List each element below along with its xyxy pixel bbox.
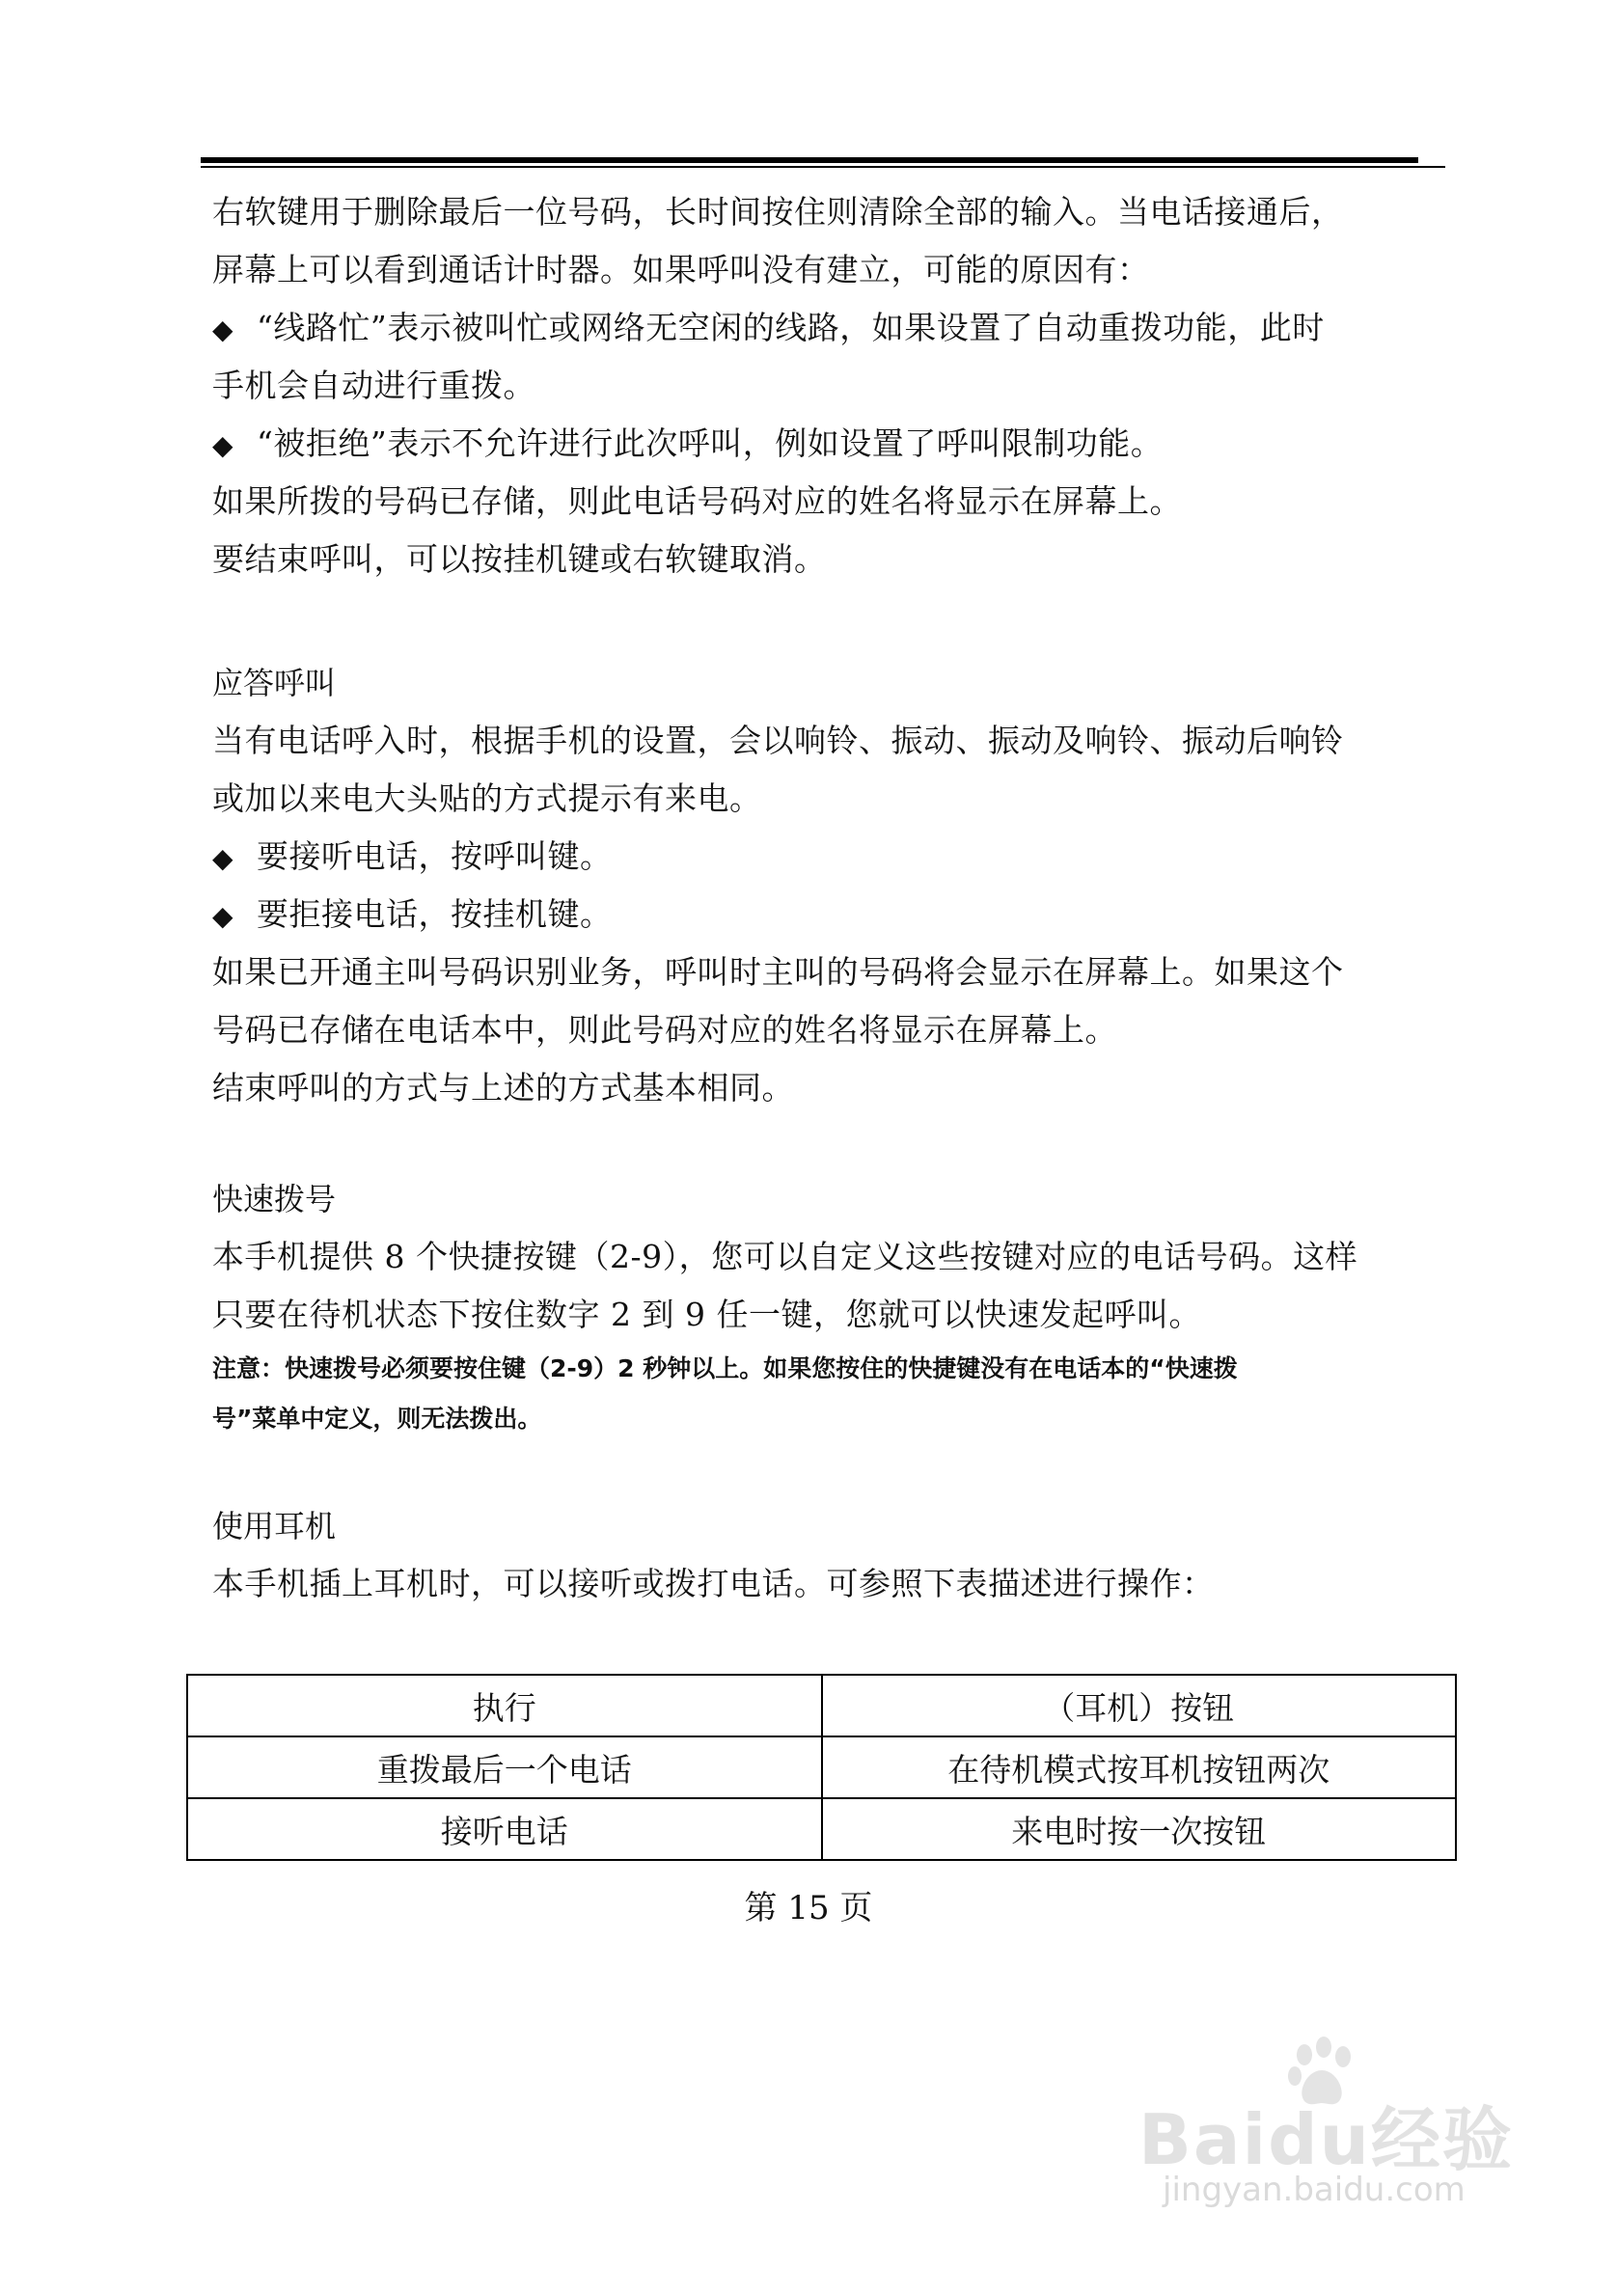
- para-line: 本手机插上耳机时，可以接听或拨打电话。可参照下表描述进行操作：: [212, 1565, 1215, 1602]
- note-line: 号”菜单中定义，则无法拨出。: [212, 1405, 542, 1433]
- table-cell: 来电时按一次按钮: [822, 1798, 1457, 1860]
- para-line: 屏幕上可以看到通话计时器。如果呼叫没有建立，可能的原因有：: [212, 251, 1150, 288]
- headset-operations-table: [186, 1674, 1457, 1861]
- section-heading-answer: 应答呼叫: [212, 665, 337, 701]
- table-row: [187, 1798, 1456, 1860]
- table-cell: 重拨最后一个电话: [187, 1736, 822, 1798]
- bullet-item: [212, 886, 1438, 943]
- note-line: 注意：快速拨号必须要按住键（2-9）2 秒钟以上。如果您按住的快捷键没有在电话本的“快速拨: [212, 1354, 1238, 1382]
- table-header-row: [187, 1675, 1456, 1736]
- table-header-cell: 执行: [187, 1675, 822, 1736]
- table-header-cell: （耳机）按钮: [822, 1675, 1457, 1736]
- table-cell: 接听电话: [187, 1798, 822, 1860]
- bullet-item: [212, 299, 1438, 357]
- para-line: 要结束呼叫，可以按挂机键或右软键取消。: [212, 540, 827, 578]
- watermark-brand: Baidu经验: [1138, 2099, 1514, 2180]
- para-line: 号码已存储在电话本中，则此号码对应的姓名将显示在屏幕上。: [212, 1011, 1117, 1049]
- page-number: 第 15 页: [744, 1889, 873, 1927]
- header-rule-thin: [201, 166, 1445, 168]
- para-line: 右软键用于删除最后一位号码，长时间按住则清除全部的输入。当电话接通后，: [212, 193, 1344, 231]
- diamond-bullet-icon: ◆: [212, 900, 234, 932]
- para-line: 或加以来电大头贴的方式提示有来电。: [212, 779, 762, 817]
- bullet-text: 要拒接电话，按挂机键。: [257, 895, 613, 933]
- bullet-item: [212, 828, 1438, 886]
- diamond-bullet-icon: ◆: [212, 429, 234, 461]
- para-line: 只要在待机状态下按住数字 2 到 9 任一键，您就可以快速发起呼叫。: [212, 1296, 1201, 1333]
- para-line: 本手机提供 8 个快捷按键（2-9），您可以自定义这些按键对应的电话号码。这样: [212, 1238, 1358, 1275]
- para-line: 如果已开通主叫号码识别业务，呼叫时主叫的号码将会显示在屏幕上。如果这个: [212, 953, 1344, 991]
- para-line: 结束呼叫的方式与上述的方式基本相同。: [212, 1069, 794, 1107]
- section-heading-speed-dial: 快速拨号: [212, 1181, 337, 1217]
- diamond-bullet-icon: ◆: [212, 842, 234, 874]
- diamond-bullet-icon: ◆: [212, 314, 234, 345]
- bullet-item: [212, 415, 1438, 473]
- table-cell: 在待机模式按耳机按钮两次: [822, 1736, 1457, 1798]
- watermark-url: jingyan.baidu.com: [1163, 2171, 1466, 2209]
- para-line: 手机会自动进行重拨。: [212, 367, 535, 404]
- bullet-text: “被拒绝”表示不允许进行此次呼叫，例如设置了呼叫限制功能。: [257, 424, 1164, 462]
- table-row: [187, 1736, 1456, 1798]
- page-content: [212, 183, 1438, 1613]
- para-line: 如果所拨的号码已存储，则此电话号码对应的姓名将显示在屏幕上。: [212, 482, 1182, 520]
- bullet-text: 要接听电话，按呼叫键。: [257, 837, 613, 875]
- section-heading-headset: 使用耳机: [212, 1508, 337, 1544]
- bullet-text: “线路忙”表示被叫忙或网络无空闲的线路，如果设置了自动重拨功能，此时: [257, 309, 1325, 346]
- header-rule-thick: [201, 157, 1418, 163]
- para-line: 当有电话呼入时，根据手机的设置，会以响铃、振动、振动及响铃、振动后响铃: [212, 722, 1344, 759]
